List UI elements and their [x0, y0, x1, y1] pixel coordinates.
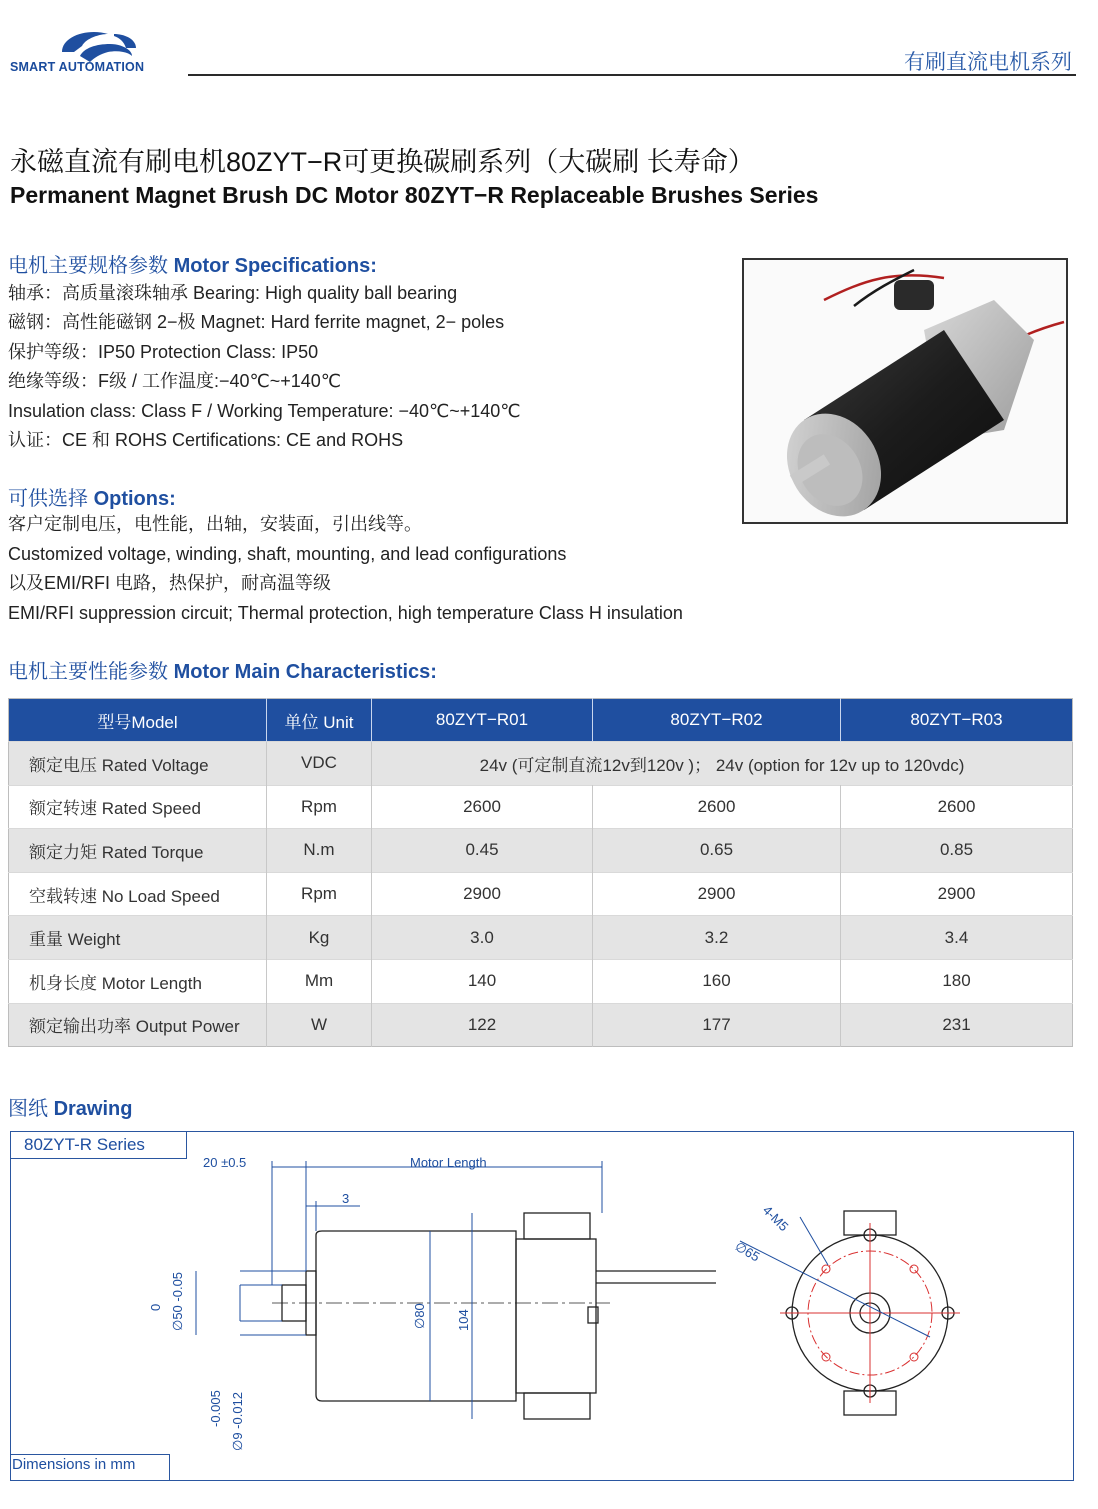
- table-row: [9, 916, 1073, 960]
- row-value: 140: [372, 959, 593, 1003]
- row-unit: VDC: [267, 742, 372, 786]
- column-header: 型号Model: [9, 699, 267, 742]
- series-label: 80ZYT-R Series: [24, 1135, 145, 1154]
- drawing-heading-cn: 图纸: [8, 1098, 48, 1120]
- page-title-en: Permanent Magnet Brush DC Motor 80ZYT−R Replaceable Brushes Series: [10, 182, 819, 208]
- dim-body-diameter: ∅80: [412, 1303, 427, 1329]
- characteristics-table: [8, 698, 1073, 1047]
- characteristics-heading-en: Motor Main Characteristics:: [173, 661, 437, 683]
- motor-illustration: [744, 260, 1066, 522]
- technical-drawing: [10, 1131, 1074, 1481]
- brush-cap-bottom: [524, 1393, 590, 1419]
- specifications-list: [8, 279, 521, 455]
- row-value: 2900: [593, 872, 841, 916]
- specifications-heading: [8, 249, 377, 278]
- row-value: 3.0: [372, 916, 593, 960]
- option-line: 客户定制电压，电性能，出轴，安装面，引出线等。: [8, 514, 422, 534]
- row-unit: N.m: [267, 829, 372, 873]
- lead-wires: [596, 1271, 716, 1283]
- options-list: [8, 510, 683, 628]
- row-value: 3.2: [593, 916, 841, 960]
- options-heading-en: Options:: [93, 488, 176, 510]
- row-label: 额定电压 Rated Voltage: [9, 742, 267, 786]
- dim-pilot: ∅50 -0.05: [170, 1271, 185, 1331]
- dim-screws: 4-M5: [759, 1202, 792, 1235]
- characteristics-heading-cn: 电机主要性能参数: [8, 661, 168, 683]
- row-value: 0.45: [372, 829, 593, 873]
- row-label: 空载转速 No Load Speed: [9, 872, 267, 916]
- row-label: 额定输出功率 Output Power: [9, 1003, 267, 1047]
- row-unit: Mm: [267, 959, 372, 1003]
- spec-line: 保护等级：IP50 Protection Class: IP50: [8, 341, 319, 362]
- option-line: Customized voltage, winding, shaft, mounting, and lead configurations: [8, 543, 567, 564]
- logo-text: SMART AUTOMATION: [10, 60, 145, 74]
- row-value: 2900: [372, 872, 593, 916]
- row-value: 2900: [841, 872, 1073, 916]
- table-row: [9, 1003, 1073, 1047]
- dim-shaft-tol: -0.005: [208, 1390, 223, 1427]
- row-unit: Rpm: [267, 785, 372, 829]
- dim-shaft: ∅9 -0.012: [230, 1391, 245, 1451]
- characteristics-heading: [8, 655, 437, 684]
- row-value: 160: [593, 959, 841, 1003]
- dim-pcd: ∅65: [732, 1238, 763, 1265]
- page-title-cn: 永磁直流有刷电机80ZYT−R可更换碳刷系列（大碳刷 长寿命）: [10, 147, 755, 177]
- table-row: [9, 959, 1073, 1003]
- row-value: 24v (可定制直流12v到120v )； 24v (option for 12v up to 120vdc): [372, 742, 1073, 786]
- spec-line: 绝缘等级：F级 / 工作温度:−40℃~+140℃: [8, 371, 342, 392]
- table-header-row: [9, 699, 1073, 742]
- row-value: 122: [372, 1003, 593, 1047]
- row-value: 177: [593, 1003, 841, 1047]
- drawing-heading: [8, 1092, 132, 1121]
- table-row: [9, 829, 1073, 873]
- options-heading-cn: 可供选择: [8, 488, 88, 510]
- option-line: 以及EMI/RFI 电路，热保护，耐高温等级: [8, 573, 331, 594]
- series-tag: 有刷直流电机系列: [904, 51, 1072, 74]
- dim-motor-length: Motor Length: [410, 1155, 487, 1170]
- row-value: 2600: [841, 785, 1073, 829]
- row-label: 额定力矩 Rated Torque: [9, 829, 267, 873]
- spec-line: Insulation class: Class F / Working Temperature: −40℃~+140℃: [8, 400, 521, 421]
- row-unit: W: [267, 1003, 372, 1047]
- row-value: 2600: [593, 785, 841, 829]
- spec-line: 磁钢：高性能磁钢 2−极 Magnet: Hard ferrite magnet, 2− poles: [8, 312, 505, 333]
- row-unit: Rpm: [267, 872, 372, 916]
- motor-photo: [742, 258, 1068, 524]
- row-unit: Kg: [267, 916, 372, 960]
- column-header: 80ZYT−R02: [593, 699, 841, 742]
- column-header: 80ZYT−R01: [372, 699, 593, 742]
- options-heading: [8, 482, 176, 511]
- dim-pilot-upper: 0: [148, 1303, 163, 1311]
- table-row-rated-voltage: [9, 742, 1073, 786]
- column-header: 80ZYT−R03: [841, 699, 1073, 742]
- rear-housing-outline: [516, 1239, 596, 1393]
- column-header: 单位 Unit: [267, 699, 372, 742]
- row-value: 2600: [372, 785, 593, 829]
- table-row: [9, 872, 1073, 916]
- dim-shaft-extension: 20 ±0.5: [203, 1155, 247, 1170]
- brush-cap-top: [524, 1213, 590, 1239]
- drawing-heading-en: Drawing: [53, 1098, 133, 1120]
- spec-line: 认证：CE 和 ROHS Certifications: CE and ROHS: [8, 430, 404, 451]
- table-row: [9, 785, 1073, 829]
- specifications-heading-en: Motor Specifications:: [173, 255, 377, 277]
- row-value: 3.4: [841, 916, 1073, 960]
- specifications-heading-cn: 电机主要规格参数: [8, 255, 168, 277]
- row-value: 0.65: [593, 829, 841, 873]
- row-label: 额定转速 Rated Speed: [9, 785, 267, 829]
- row-value: 0.85: [841, 829, 1073, 873]
- row-value: 231: [841, 1003, 1073, 1047]
- row-label: 机身长度 Motor Length: [9, 959, 267, 1003]
- option-line: EMI/RFI suppression circuit; Thermal protection, high temperature Class H insulation: [8, 602, 683, 623]
- spec-line: 轴承：高质量滚珠轴承 Bearing: High quality ball bearing: [8, 283, 458, 303]
- dim-height: 104: [456, 1309, 471, 1331]
- row-value: 180: [841, 959, 1073, 1003]
- dim-step: 3: [342, 1191, 350, 1206]
- row-label: 重量 Weight: [9, 916, 267, 960]
- units-note: Dimensions in mm: [12, 1456, 136, 1473]
